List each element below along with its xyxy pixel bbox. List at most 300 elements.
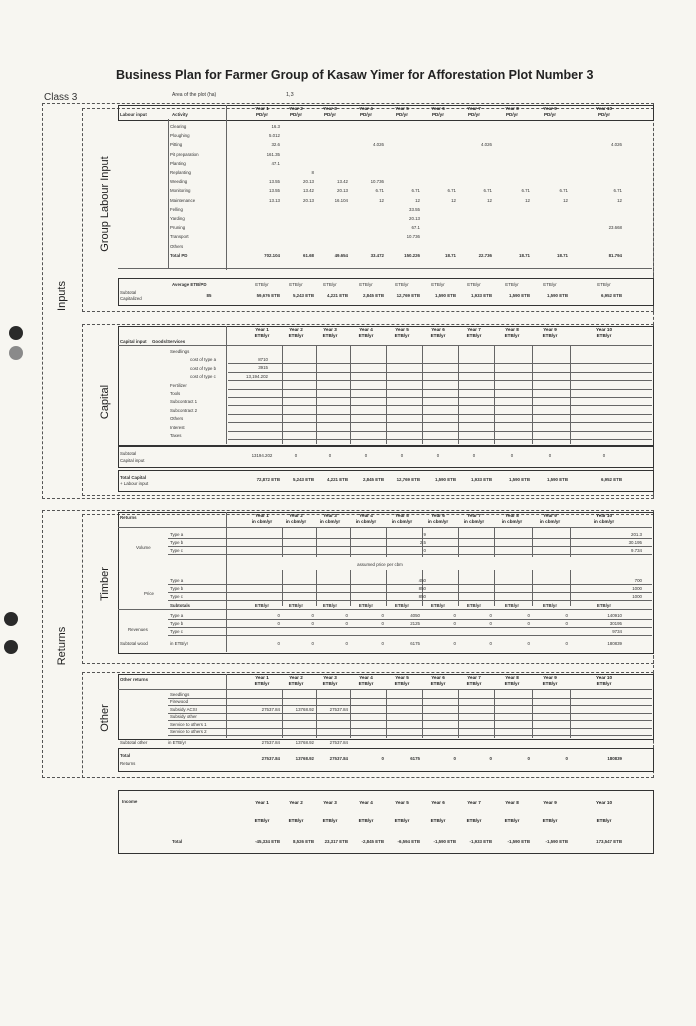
subtotal-unit: ETB/yr — [394, 603, 410, 608]
labour-value: 10.736 — [370, 179, 384, 185]
income-value: -1,590 ETB — [507, 839, 530, 844]
labour-value: 13.42 — [337, 179, 348, 185]
returns-label2: Returns — [120, 761, 136, 766]
capital-item: Seedlings — [170, 349, 190, 354]
capital-item: Subcontract 2 — [170, 407, 198, 413]
grid-line — [168, 728, 652, 729]
labour-value: 12 — [451, 197, 456, 203]
capital-item: Tools — [170, 391, 181, 396]
grid-line — [386, 527, 387, 557]
grid-line — [168, 119, 169, 269]
timber-year: Year 7 — [467, 513, 481, 518]
income-value: -1,933 ETB — [469, 839, 492, 844]
total-label: Total — [120, 753, 131, 758]
labour-input-label2: + Labour input — [120, 481, 149, 486]
labour-value: 4.026 — [611, 142, 622, 148]
grid-line — [570, 527, 571, 557]
subtotal-other-value: 27537.84 — [261, 740, 280, 745]
total-returns-value: 6175 — [410, 756, 420, 761]
volume-y10: 30.195 — [628, 540, 642, 545]
seedling-cost-value: 3915 — [258, 365, 268, 371]
subtotal-unit: ETB/yr — [254, 603, 270, 608]
price-y5: 450 — [418, 578, 426, 583]
labour-value: 8 — [311, 170, 314, 175]
total-capital-value: 12,769 ETB — [396, 477, 420, 482]
labour-value: 47.1 — [271, 160, 280, 166]
timber-unit: in cbm/yr — [285, 519, 307, 524]
other-item: Firewood — [170, 699, 189, 705]
other-year: Year 7 — [467, 675, 481, 680]
total-capital-value: 6,952 ETB — [601, 477, 622, 482]
subtotal-unit: ETB/yr — [358, 603, 374, 608]
subtotal-wood-unit: in ETB/yr — [170, 641, 189, 646]
labour-unit: PD/yr — [543, 112, 556, 117]
labour-subtotal-value: 6,952 ETB — [601, 293, 622, 298]
labour-value: 20.13 — [303, 197, 314, 203]
grid-line — [570, 345, 571, 444]
revenue-value: 0 — [489, 613, 492, 618]
grid-line — [118, 689, 652, 690]
revenue-type: Type a — [170, 613, 184, 618]
labour-subtotal-value: 1,933 ETB — [471, 293, 492, 298]
timber-year: Year 1 — [255, 513, 269, 518]
capital-label: Capital — [99, 384, 111, 420]
labour-unit: PD/yr — [505, 112, 518, 117]
price-y10: 1000 — [632, 586, 642, 591]
activity-pit-preparation: Pit preparation — [170, 151, 199, 157]
labour-value: 6.71 — [559, 188, 568, 194]
labour-value: 12 — [563, 197, 568, 203]
capital-item: Taxes — [170, 433, 182, 438]
total-returns-value: 0 — [565, 756, 568, 761]
price-y5: 850 — [418, 586, 426, 591]
income-year: Year 8 — [505, 800, 519, 805]
punch-hole — [4, 640, 18, 654]
revenue-value: 0 — [311, 621, 314, 626]
labour-value: 5.012 — [269, 133, 280, 139]
activity-replanting: Replanting — [170, 170, 191, 175]
capital-unit: ETB/yr — [466, 333, 482, 338]
revenue-type: Type c — [170, 629, 183, 634]
capital-subtotal-value: 0 — [400, 453, 404, 458]
income-unit: ETB/yr — [504, 818, 520, 823]
labour-value: 702.104 — [264, 252, 280, 258]
capital-year: Year 3 — [323, 327, 337, 332]
grid-line — [228, 389, 652, 390]
income-year: Year 9 — [543, 800, 557, 805]
subtotal-other-value: 13768.92 — [295, 740, 314, 745]
labour-value: 150.226 — [404, 252, 420, 258]
other-unit: ETB/yr — [254, 681, 270, 686]
capital-year: Year 5 — [395, 327, 409, 332]
labour-value: 20.13 — [337, 188, 348, 194]
grid-line — [168, 713, 652, 714]
grid-line — [532, 345, 533, 444]
other-item: Seedlings — [170, 692, 190, 697]
seedling-cost-value: 8710 — [258, 357, 268, 362]
timber-year: Year 3 — [323, 513, 337, 518]
avg-etb-pd-value: 85 — [206, 293, 212, 298]
labour-value: 12 — [487, 197, 492, 203]
revenue-value: 0 — [277, 621, 280, 626]
timber-unit: in cbm/yr — [593, 519, 615, 524]
subtotal-unit: ETB/yr — [430, 603, 446, 608]
revenue-value: 0 — [277, 613, 280, 618]
grid-line — [316, 527, 317, 557]
timber-unit: in cbm/yr — [355, 519, 377, 524]
labour-value: 32.6 — [271, 142, 280, 148]
income-unit: ETB/yr — [254, 818, 270, 823]
labour-unit: PD/yr — [323, 112, 336, 117]
capital-item: Interest — [170, 424, 185, 430]
total-returns-value: 0 — [381, 756, 384, 761]
capital-unit: ETB/yr — [288, 333, 304, 338]
grid-line — [228, 363, 652, 364]
activity-ploughing: Ploughing — [170, 133, 190, 139]
returns-header-label: Returns — [120, 515, 137, 520]
other-year: Year 6 — [431, 675, 445, 680]
labour-value: 22.736 — [478, 252, 492, 258]
labour-subtotal-value: 4,221 ETB — [327, 293, 348, 298]
grid-line — [228, 414, 652, 415]
revenue-value: 140910 — [607, 613, 622, 618]
other-unit: ETB/yr — [504, 681, 520, 686]
grid-line — [168, 538, 652, 539]
price-y5: 850 — [418, 594, 426, 599]
capital-year: Year 10 — [595, 327, 613, 332]
labour-value: 6.71 — [375, 188, 384, 194]
grid-line — [226, 512, 227, 652]
other-item: Service to others 2 — [170, 729, 207, 734]
capital-subtotal-value: 0 — [364, 453, 368, 458]
income-value: -45,334 ETB — [255, 839, 280, 844]
capital-item: cost of type a — [190, 357, 217, 363]
income-value: -1,590 ETB — [545, 839, 568, 844]
timber-year: Year 5 — [395, 513, 409, 518]
labour-subtotal-value: 1,590 ETB — [547, 293, 568, 298]
grid-line — [458, 527, 459, 557]
income-year: Year 6 — [431, 800, 445, 805]
subtotal-other-label: Subtotal other — [120, 740, 148, 745]
grid-line — [350, 345, 351, 444]
other-label: Other — [99, 704, 111, 732]
labour-value: 6.71 — [447, 188, 456, 194]
other-returns-label: Other returns — [120, 677, 149, 682]
capital-unit: ETB/yr — [358, 333, 374, 338]
capital-subtotal-label: Subtotal — [120, 451, 137, 456]
income-value: 23,317 ETB — [324, 839, 348, 844]
subtotal-wood-value: 0 — [453, 641, 456, 646]
grid-line — [118, 268, 652, 269]
labour-value: 23.668 — [608, 225, 622, 231]
revenues-label: Revenues — [128, 627, 148, 632]
timber-year: Year 8 — [505, 513, 519, 518]
labour-value: 6.71 — [483, 188, 492, 194]
timber-unit: in cbm/yr — [539, 519, 561, 524]
capital-subtotal-value: 0 — [328, 453, 332, 458]
subtotal-wood-value: 0 — [277, 641, 280, 646]
grid-line — [494, 345, 495, 444]
labour-value: 12 — [617, 197, 622, 203]
capitalized-label: Capitalized — [120, 296, 142, 301]
labour-year: Year 2 — [289, 106, 303, 111]
labour-value: 13.55 — [269, 188, 280, 194]
capital-subtotal-value: 0 — [510, 453, 514, 458]
subtotal-wood-value: 0 — [527, 641, 530, 646]
labour-unit: PD/yr — [431, 112, 444, 117]
grid-line — [168, 592, 652, 593]
total-capital-value: 1,933 ETB — [471, 477, 492, 482]
labour-unit: PD/yr — [467, 112, 480, 117]
grid-line — [228, 397, 652, 398]
labour-value: 16.3 — [271, 124, 280, 129]
subtotal-wood-value: 0 — [489, 641, 492, 646]
activity-yarding: Yarding — [170, 216, 185, 221]
revenue-value: 0 — [489, 621, 492, 626]
total-returns-value: 0 — [527, 756, 530, 761]
timber-year: Year 6 — [431, 513, 445, 518]
subtotal-unit: ETB/yr — [504, 603, 520, 608]
volume-y5: 9 — [423, 532, 426, 537]
income-unit: ETB/yr — [466, 818, 482, 823]
other-year: Year 5 — [395, 675, 409, 680]
grid-line — [494, 527, 495, 557]
grid-line — [350, 527, 351, 557]
subtotal-other-value: 27537.84 — [329, 740, 348, 745]
grid-line — [226, 326, 227, 444]
capital-year: Year 7 — [467, 327, 481, 332]
revenue-value: 0 — [527, 621, 530, 626]
total-returns-value: 0 — [489, 756, 492, 761]
income-unit: ETB/yr — [542, 818, 558, 823]
subtotal-label: Subtotal — [120, 290, 137, 295]
price-label: Price — [144, 591, 155, 596]
labour-subtotal-value: 12,769 ETB — [396, 293, 420, 298]
labour-value: 18.71 — [519, 252, 530, 258]
capital-input-label2: Capital input — [120, 458, 145, 463]
income-unit: ETB/yr — [394, 818, 410, 823]
capital-year: Year 1 — [255, 327, 269, 332]
total-returns-value: 27537.84 — [261, 756, 280, 761]
volume-label: Volume — [136, 545, 151, 550]
capital-unit: ETB/yr — [430, 333, 446, 338]
other-unit: ETB/yr — [542, 681, 558, 686]
income-unit: ETB/yr — [596, 818, 612, 823]
labour-year: Year 3 — [323, 106, 337, 111]
capital-year: Year 6 — [431, 327, 445, 332]
activity-clearing: Clearing — [170, 124, 187, 129]
capital-unit: ETB/yr — [394, 333, 410, 338]
revenue-type: Type b — [170, 621, 184, 626]
income-unit: ETB/yr — [430, 818, 446, 823]
other-unit: ETB/yr — [430, 681, 446, 686]
income-value: 173,547 ETB — [596, 839, 622, 844]
subsidy-value: 13768.92 — [295, 707, 314, 712]
grid-line — [226, 105, 227, 270]
subtotal-unit: ETB/yr — [596, 603, 612, 608]
income-year: Year 3 — [323, 800, 337, 805]
activity-others: Others — [170, 243, 184, 249]
grid-line — [168, 735, 652, 736]
revenue-value: 2125 — [410, 621, 420, 626]
other-unit: ETB/yr — [358, 681, 374, 686]
labour-value: 49.654 — [334, 252, 348, 258]
assumed-price-label: assumed price per cbm — [357, 562, 403, 567]
total-capital-value: 2,845 ETB — [363, 477, 384, 482]
timber-unit: in cbm/yr — [463, 519, 485, 524]
other-year: Year 4 — [359, 675, 373, 680]
labour-value: 161.35 — [266, 151, 280, 157]
capital-subtotal-value: 0 — [548, 453, 552, 458]
volume-type: Type c — [170, 548, 183, 553]
labour-value: 61.68 — [303, 252, 314, 258]
price-type: Type c — [170, 594, 183, 599]
subtotal-wood-value: 6175 — [410, 641, 420, 646]
income-year: Year 4 — [359, 800, 373, 805]
other-item: Service to others 1 — [170, 721, 207, 727]
subsidy-value: 27537.84 — [261, 707, 280, 712]
labour-unit: PD/yr — [289, 112, 302, 117]
subtotal-unit: ETB/yr — [542, 603, 558, 608]
activity-monitoring: Monitoring — [170, 188, 191, 194]
income-unit: ETB/yr — [358, 818, 374, 823]
income-year: Year 10 — [595, 800, 613, 805]
labour-subtotal-value: 1,590 ETB — [435, 293, 456, 298]
capital-item: cost of type c — [190, 374, 216, 380]
avg-unit: ETB/yr — [323, 282, 337, 287]
capital-item: Fertilizer — [170, 382, 187, 388]
capital-year: Year 2 — [289, 327, 303, 332]
labour-subtotal-value: 5,243 ETB — [293, 293, 314, 298]
income-total-label: Total — [172, 839, 183, 844]
other-year: Year 3 — [323, 675, 337, 680]
grid-line — [168, 705, 652, 706]
grid-line — [168, 584, 652, 585]
activity-planting: Planting — [170, 160, 186, 166]
total-returns-value: 0 — [453, 756, 456, 761]
labour-year: Year 7 — [467, 106, 481, 111]
avg-unit: ETB/yr — [395, 282, 409, 287]
labour-value: 16.104 — [334, 197, 348, 203]
activity-weeding: Weeding — [170, 179, 188, 185]
seedling-cost-value: 13,194.202 — [246, 373, 268, 379]
labour-label: Group Labour Input — [99, 156, 111, 252]
total-returns-value: 13768.92 — [295, 756, 314, 761]
capital-unit: ETB/yr — [254, 333, 270, 338]
labour-value: 81.794 — [608, 252, 622, 258]
volume-y10: 201.3 — [631, 532, 642, 537]
grid-line — [118, 345, 652, 346]
labour-value: 12 — [379, 197, 384, 203]
revenue-value: 0 — [565, 613, 568, 618]
subtotal-wood-value: 0 — [381, 641, 384, 646]
grid-line — [316, 345, 317, 444]
revenue-value: 4050 — [410, 613, 420, 618]
labour-value: 20.13 — [303, 179, 314, 185]
grid-line — [532, 527, 533, 557]
total-capital-value: 4,221 ETB — [327, 477, 348, 482]
capital-subtotal-value: 0 — [436, 453, 440, 458]
capital-input-label: Capital input — [120, 339, 147, 344]
income-value: -1,590 ETB — [433, 839, 456, 844]
grid-line — [386, 345, 387, 444]
timber-unit: in cbm/yr — [391, 519, 413, 524]
avg-unit: ETB/yr — [255, 282, 269, 287]
subtotal-wood-value: 180839 — [607, 641, 622, 646]
grid-line — [282, 527, 283, 557]
capital-subtotal-value: 0 — [294, 453, 298, 458]
total-capital-value: 5,243 ETB — [293, 477, 314, 482]
labour-year: Year 1 — [255, 106, 269, 111]
labour-value: 33.472 — [370, 252, 384, 258]
revenue-value: 30195 — [609, 621, 622, 626]
timber-unit: in cbm/yr — [251, 519, 273, 524]
labour-unit: PD/yr — [359, 112, 372, 117]
income-value: 8,526 ETB — [293, 839, 314, 844]
labour-value: 10.736 — [406, 234, 420, 240]
grid-line — [458, 345, 459, 444]
grid-line — [168, 600, 652, 601]
income-unit: ETB/yr — [322, 818, 338, 823]
labour-value: 13.55 — [269, 179, 280, 185]
other-unit: ETB/yr — [596, 681, 612, 686]
price-y10: 700 — [634, 578, 642, 583]
revenue-value: 0 — [527, 613, 530, 618]
total-capital-value: 72,872 ETB — [256, 477, 280, 482]
volume-type: Type a — [170, 532, 184, 537]
subsidy-value: 27537.84 — [329, 707, 348, 712]
capital-year: Year 9 — [543, 327, 557, 332]
grid-line — [168, 619, 652, 620]
price-type: Type b — [170, 586, 184, 591]
labour-year: Year 10 — [595, 106, 613, 111]
labour-value: 33.55 — [409, 206, 420, 212]
income-unit: ETB/yr — [288, 818, 304, 823]
capital-item: cost of type b — [190, 365, 217, 371]
volume-y10: 9.734 — [631, 548, 642, 553]
grid-line — [168, 554, 652, 555]
labour-subtotal-value: 59,676 ETB — [256, 293, 280, 298]
activity-pruning: Pruning — [170, 225, 186, 231]
avg-unit: ETB/yr — [289, 282, 303, 287]
grid-line — [228, 431, 652, 432]
activity-felling: Felling — [170, 206, 183, 212]
activity-label: Activity — [172, 112, 188, 117]
goods-services-label: Goods/Services — [152, 339, 186, 344]
labour-unit: PD/yr — [395, 112, 408, 117]
avg-unit: ETB/yr — [505, 282, 519, 287]
subtotal-unit: ETB/yr — [466, 603, 482, 608]
subtotal-other-unit: in ETB/yr — [168, 740, 187, 745]
other-item: Subsidy other — [170, 714, 197, 720]
avg-unit: ETB/yr — [467, 282, 481, 287]
labour-value: 12 — [525, 197, 530, 203]
grid-line — [228, 372, 652, 373]
labour-value: 12 — [415, 197, 420, 203]
timber-unit: in cbm/yr — [319, 519, 341, 524]
labour-value: 13.13 — [269, 197, 280, 203]
labour-value: 4.026 — [481, 142, 492, 148]
labour-value: 18.71 — [557, 252, 568, 258]
labour-year: Year 9 — [543, 106, 557, 111]
inputs-label: Inputs — [56, 281, 68, 311]
volume-type: Type b — [170, 540, 184, 545]
labour-year: Year 6 — [431, 106, 445, 111]
grid-line — [118, 609, 652, 610]
punch-hole — [9, 326, 23, 340]
area-label: Area of the plot (ha) — [172, 92, 217, 98]
grid-line — [228, 380, 652, 381]
